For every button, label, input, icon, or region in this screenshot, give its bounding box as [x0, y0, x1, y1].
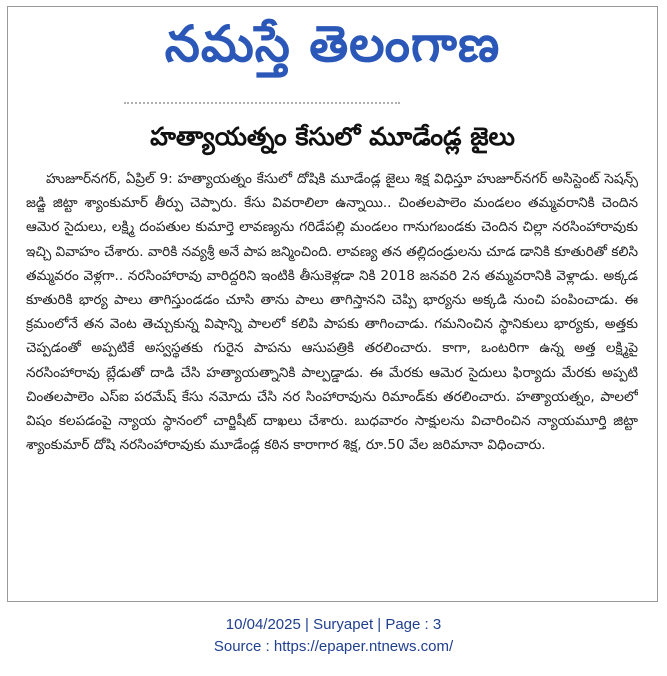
- article-headline-wrap: [8, 120, 657, 160]
- masthead-title: నమస్తే తెలంగాణ: [164, 14, 501, 73]
- article-body: [26, 167, 638, 602]
- article-headline: హత్యాయత్నం కేసులో మూడేండ్ల జైలు: [150, 122, 515, 151]
- article-paragraph: హుజూర్‌నగర్, ఏప్రిల్ 9: హత్యాయత్నం కేసులో దోషికి మూడేండ్ల జైలు శిక్ష విధిస్తూ హుజూర్‌నగర్ అసిస్టెంట్ సెషన్స్ జడ్జి జిట్టా శ్యాంకుమార్ తీర్పు చెప్పారు. కేసు వివరాలిలా ఉన్నాయి.. చింతలపాలెం మండలం తమ్మవరానికి చెందిన ఆమెర సైదులు, లక్ష్మి దంపతుల కుమార్తె లావణ్యను గరిడేపల్లి మండలం గానుగబండకు చెందిన చిల్లా నరసింహారావుకు ఇచ్చి వివాహం చేశారు. వారికి నవ్యశ్రీ అనే పాప జన్మించింది. లావణ్య తన తల్లిదండ్రులను చూడ డానికి కూతురితో కలిసి తమ్మవరం వెళ్లగా.. నరసింహారావు వారిద్దరిని ఇంటికి తీసుకెళ్లడా నికి 2018 జనవరి 2న తమ్మవరానికి వెళ్లాడు. అక్కడ కూతురికి భార్య పాలు తాగిస్తుండడం చూసి తాను పాలు తాగిస్తానని చెప్పి భార్యను అక్కడి నుంచి పంపించాడు. ఈ క్రమంలోనే తన వెంట తెచ్చుకున్న విషాన్ని పాలలో కలిపి పాపకు తాగించాడు. గమనించిన స్థానికులు భార్యకు, అత్తకు చెప్పడంతో అప్పటికే అస్వస్థతకు గురైన పాపను ఆసుపత్రికి తరలించారు. కాగా, ఒంటరిగా ఉన్న అత్త లక్ష్మిపై నరసింహారావు బ్లేడుతో దాడి చేసి హత్యాయత్నానికి పాల్పడ్డాడు. ఈ మేరకు ఆమెర సైదులు ఫిర్యాదు మేరకు అప్పటి చింతలపాలెం ఎస్ఐ పరమేష్ కేసు నమోదు చేసి నర సింహారావును రిమాండ్‌కు తరలించారు. హత్యాయత్నం, పాలలో విషం కలపడంపై న్యాయ స్థానంలో చార్జిషీట్ దాఖలు చేశారు. బుధవారం సాక్షులను విచారించిన న్యాయమూర్తి జిట్టా శ్యాంకుమార్ దోషి నరసింహారావుకు మూడేండ్ల కఠిన కారాగార శిక్ష, రూ.50 వేల జరిమానా విధించారు.: [26, 171, 638, 454]
- cut-edge-divider: [124, 102, 400, 110]
- source-link[interactable]: Source : https://epaper.ntnews.com/: [213, 638, 454, 655]
- source-footer: [0, 614, 667, 658]
- masthead: [8, 7, 657, 93]
- newspaper-clipping: [7, 6, 658, 602]
- edition-info: 10/04/2025 | Suryapet | Page : 3: [225, 616, 442, 633]
